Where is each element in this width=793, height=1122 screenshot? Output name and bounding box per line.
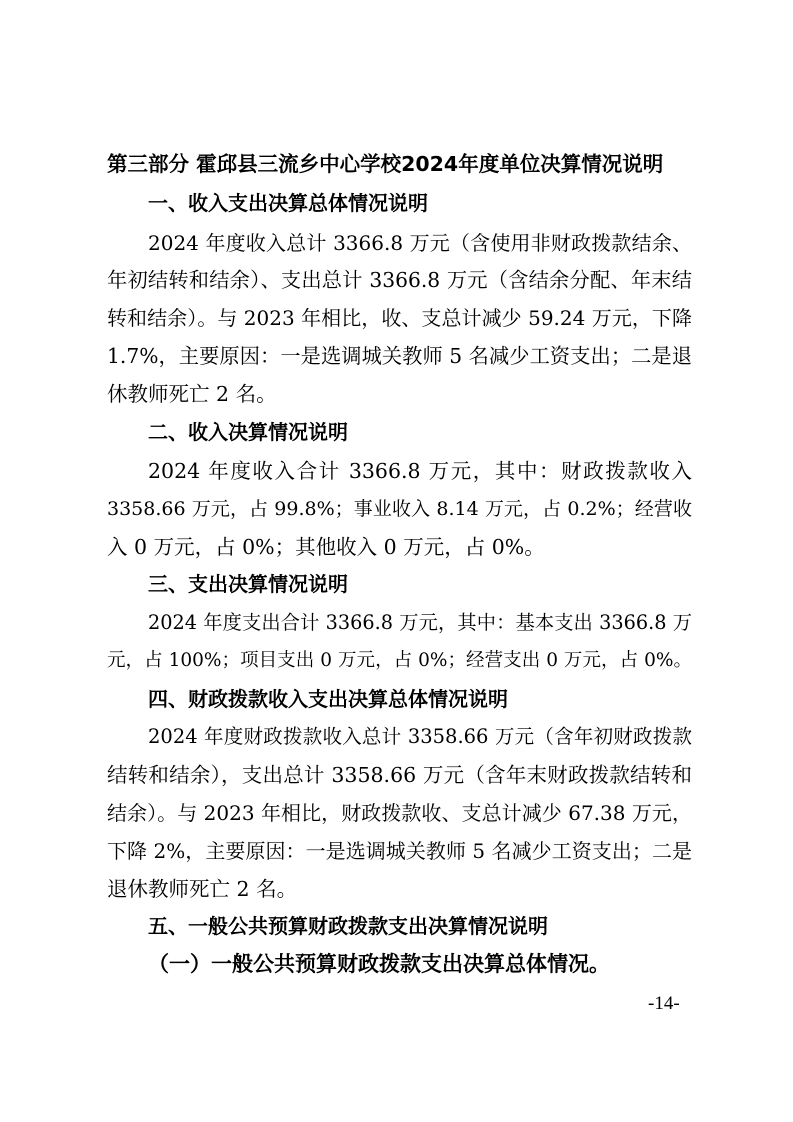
- section-3-heading: 三、支出决算情况说明: [148, 572, 348, 596]
- section-2-line-2: 3358.66 万元，占 99.8%；事业收入 8.14 万元，占 0.2%；经营收: [107, 498, 692, 520]
- section-4-line-1: 2024 年度财政拨款收入总计 3358.66 万元（含年初财政拨款: [148, 725, 692, 748]
- section-1-line-3: 转和结余）。与 2023 年相比，收、支总计减少 59.24 万元，下降: [107, 306, 692, 330]
- section-1-heading: 一、收入支出决算总体情况说明: [148, 191, 428, 215]
- section-3-line-1: 2024 年度支出合计 3366.8 万元，其中：基本支出 3366.8 万: [148, 611, 692, 634]
- section-4-line-4: 下降 2%，主要原因：一是选调城关教师 5 名减少工资支出；二是: [107, 839, 692, 863]
- section-2-heading: 二、收入决算情况说明: [148, 420, 348, 444]
- section-5-heading: 五、一般公共预算财政拨款支出决算情况说明: [148, 914, 548, 938]
- section-4-line-2: 结转和结余），支出总计 3358.66 万元（含年末财政拨款结转和: [107, 763, 692, 787]
- section-4-line-5: 退休教师死亡 2 名。: [107, 877, 298, 901]
- section-2-line-3: 入 0 万元，占 0%；其他收入 0 万元，占 0%。: [107, 535, 545, 559]
- section-3-line-2: 元，占 100%；项目支出 0 万元，占 0%；经营支出 0 万元，占 0%。: [107, 650, 692, 671]
- section-1-line-2: 年初结转和结余）、支出总计 3366.8 万元（含结余分配、年末结: [107, 268, 692, 292]
- page-title: 第三部分 霍邱县三流乡中心学校2024年度单位决算情况说明: [107, 152, 664, 176]
- subsection-heading: （一）一般公共预算财政拨款支出决算总体情况。: [148, 952, 610, 976]
- section-1-line-5: 休教师死亡 2 名。: [107, 382, 277, 406]
- section-2-line-1: 2024 年度收入合计 3366.8 万元，其中：财政拨款收入: [148, 459, 692, 483]
- section-4-heading: 四、财政拨款收入支出决算总体情况说明: [148, 687, 508, 711]
- section-1-line-1: 2024 年度收入总计 3366.8 万元（含使用非财政拨款结余、: [148, 231, 692, 255]
- section-1-line-4: 1.7%，主要原因：一是选调城关教师 5 名减少工资支出；二是退: [107, 344, 692, 368]
- page-number: -14-: [648, 993, 680, 1014]
- section-4-line-3: 结余）。与 2023 年相比，财政拨款收、支总计减少 67.38 万元，: [107, 801, 692, 825]
